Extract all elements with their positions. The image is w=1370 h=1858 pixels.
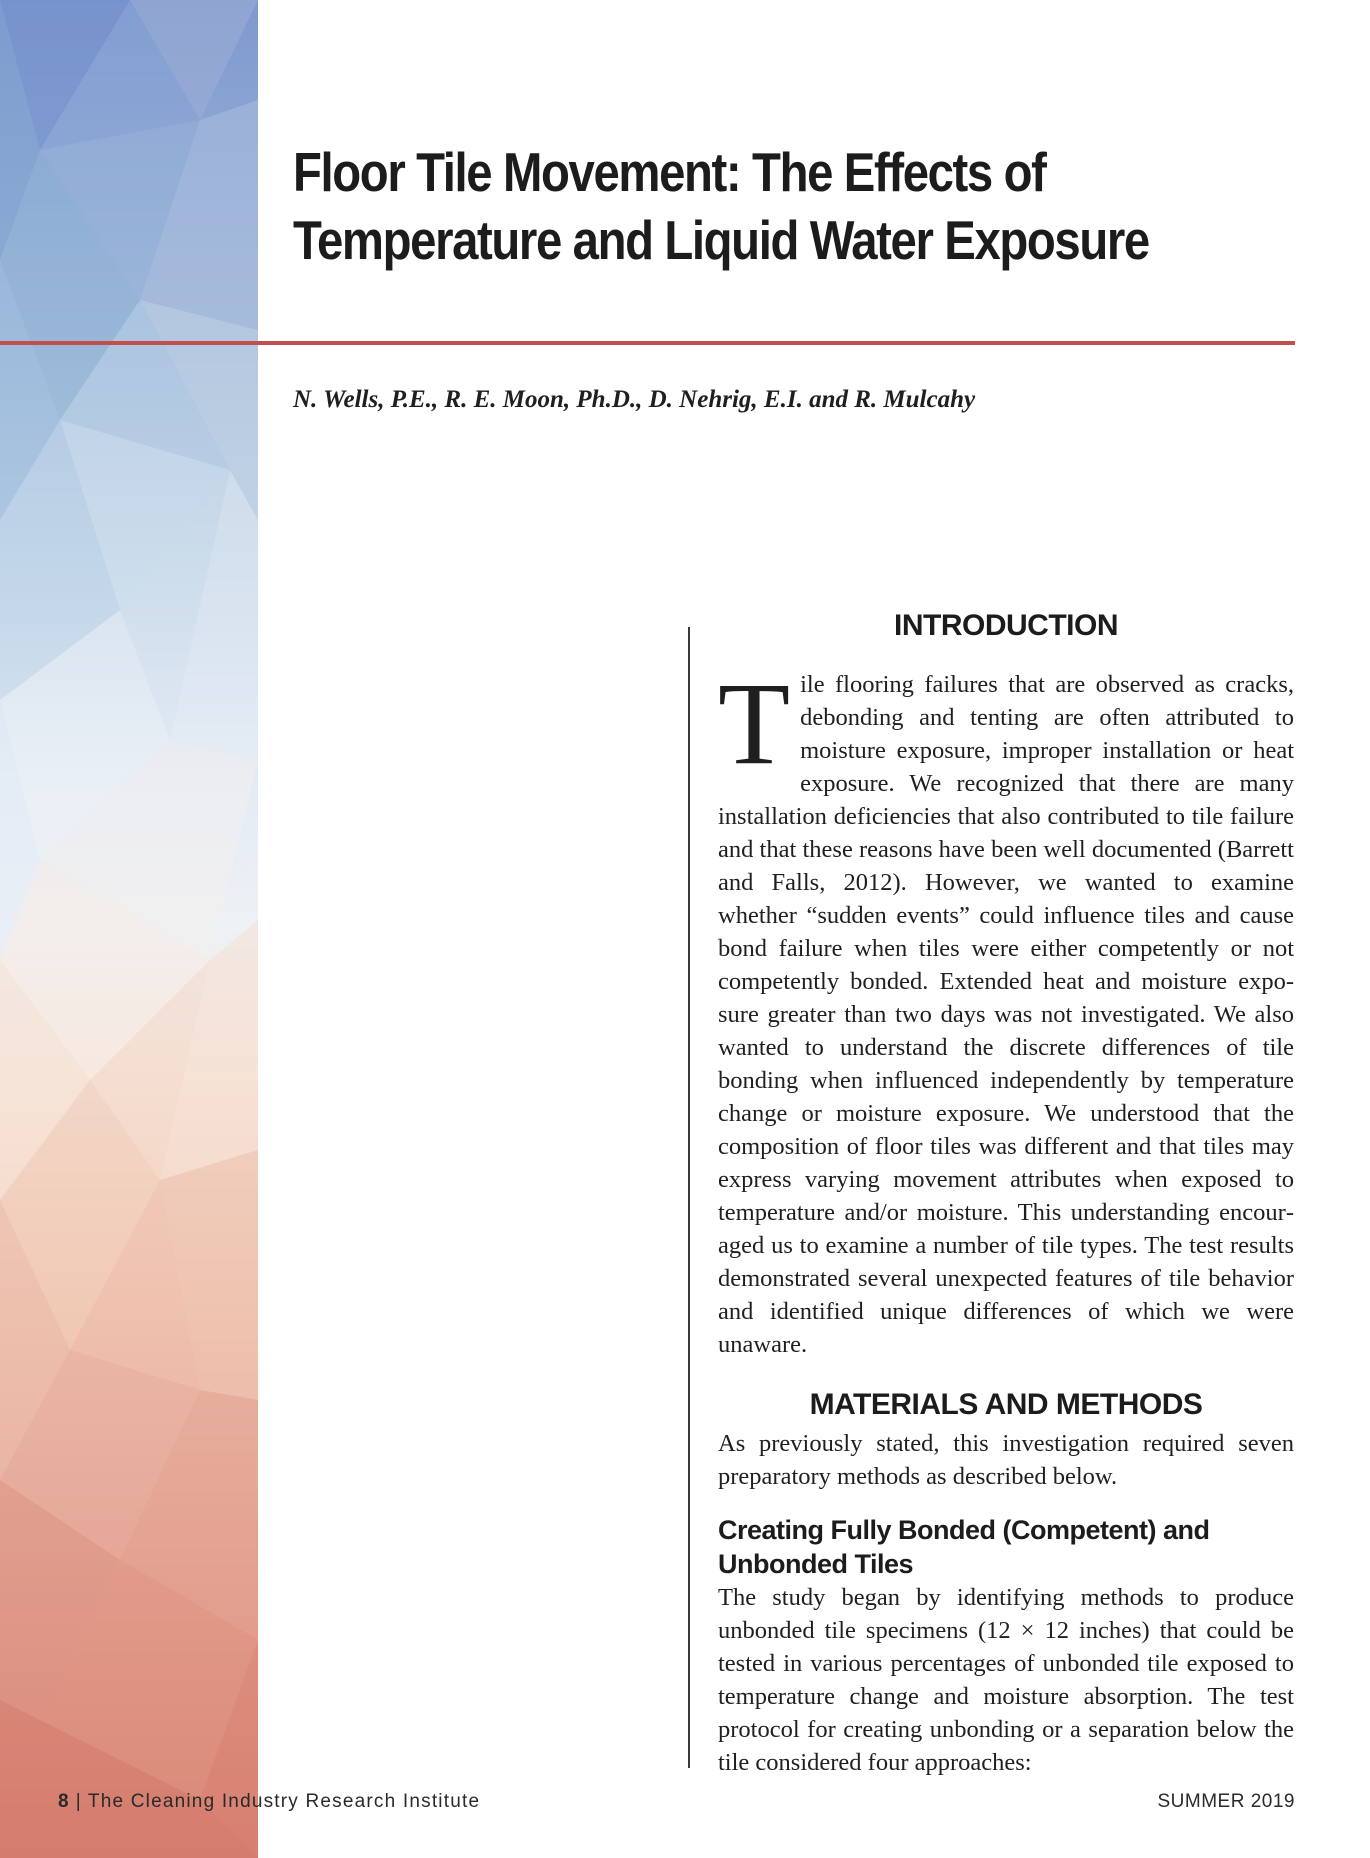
introduction-heading: INTRODUCTION — [894, 609, 1118, 642]
bonded-tiles-paragraph: The study began by identifying methods to produce unbonded tile specimens (12 × 12 inches) that could be tested in various percentages of unbonded tile exposed to temperature change and moisture absorption. The test protocol for creating unbonding or a separation below the tile considered four approaches: — [718, 1584, 1294, 1776]
author-byline: N. Wells, P.E., R. E. Moon, Ph.D., D. Nehrig, E.I. and R. Mulcahy — [293, 386, 976, 413]
bonded-tiles-subheading — [718, 1513, 1294, 1581]
introduction-paragraph — [718, 658, 1294, 1361]
title-divider-rule — [0, 341, 1295, 345]
introduction-text: ile flooring failures that are observed as cracks, debonding and tenting are often attributed to moisture exposure, improper installation or heat exposure. We recognized that there are many installation deficiencies that also contributed to tile failure and that these reasons have been well documented (Barrett and Falls, 2012). However, we wanted to examine whether “sudden events” could influence tiles and cause bond failure when tiles were either competently or not competently bonded. Extended heat and moisture exposure greater than two days was not investigated. We also wanted to understand the discrete differences of tile bonding when influenced independently by temperature change or moisture exposure. We understood that the composition of floor tiles was different and that tiles may express varying movement attributes when exposed to temperature and/or moisture. This understanding encouraged us to examine a number of tile types. The test results demonstrated several unexpected features of tile behavior and identified unique differences of which we were unaware. — [718, 671, 1294, 1358]
article-title — [293, 138, 1153, 274]
text-column — [718, 604, 1294, 1779]
polygon-gradient-art — [0, 0, 258, 1858]
page-number: 8 — [58, 1791, 70, 1812]
footer-separator: | — [75, 1791, 82, 1812]
publication-name: The Cleaning Industry Research Institute — [87, 1791, 481, 1812]
subheading-line-2: Unbonded Tiles — [718, 1549, 914, 1579]
column-divider-line — [688, 627, 690, 1768]
materials-methods-heading: MATERIALS AND METHODS — [809, 1388, 1203, 1421]
issue-label: SUMMER 2019 — [1157, 1791, 1295, 1812]
drop-cap-letter: T — [718, 658, 791, 789]
decorative-side-panel — [0, 0, 258, 1858]
subheading-line-1: Creating Fully Bonded (Competent) and — [718, 1515, 1210, 1545]
footer-publication — [58, 1791, 480, 1813]
materials-methods-paragraph: As previously stated, this investigation required seven preparatory methods as described below. — [718, 1430, 1294, 1490]
article-title-line-2: Temperature and Liquid Water Exposure — [293, 209, 1149, 271]
article-title-line-1: Floor Tile Movement: The Effects of — [293, 141, 1046, 203]
